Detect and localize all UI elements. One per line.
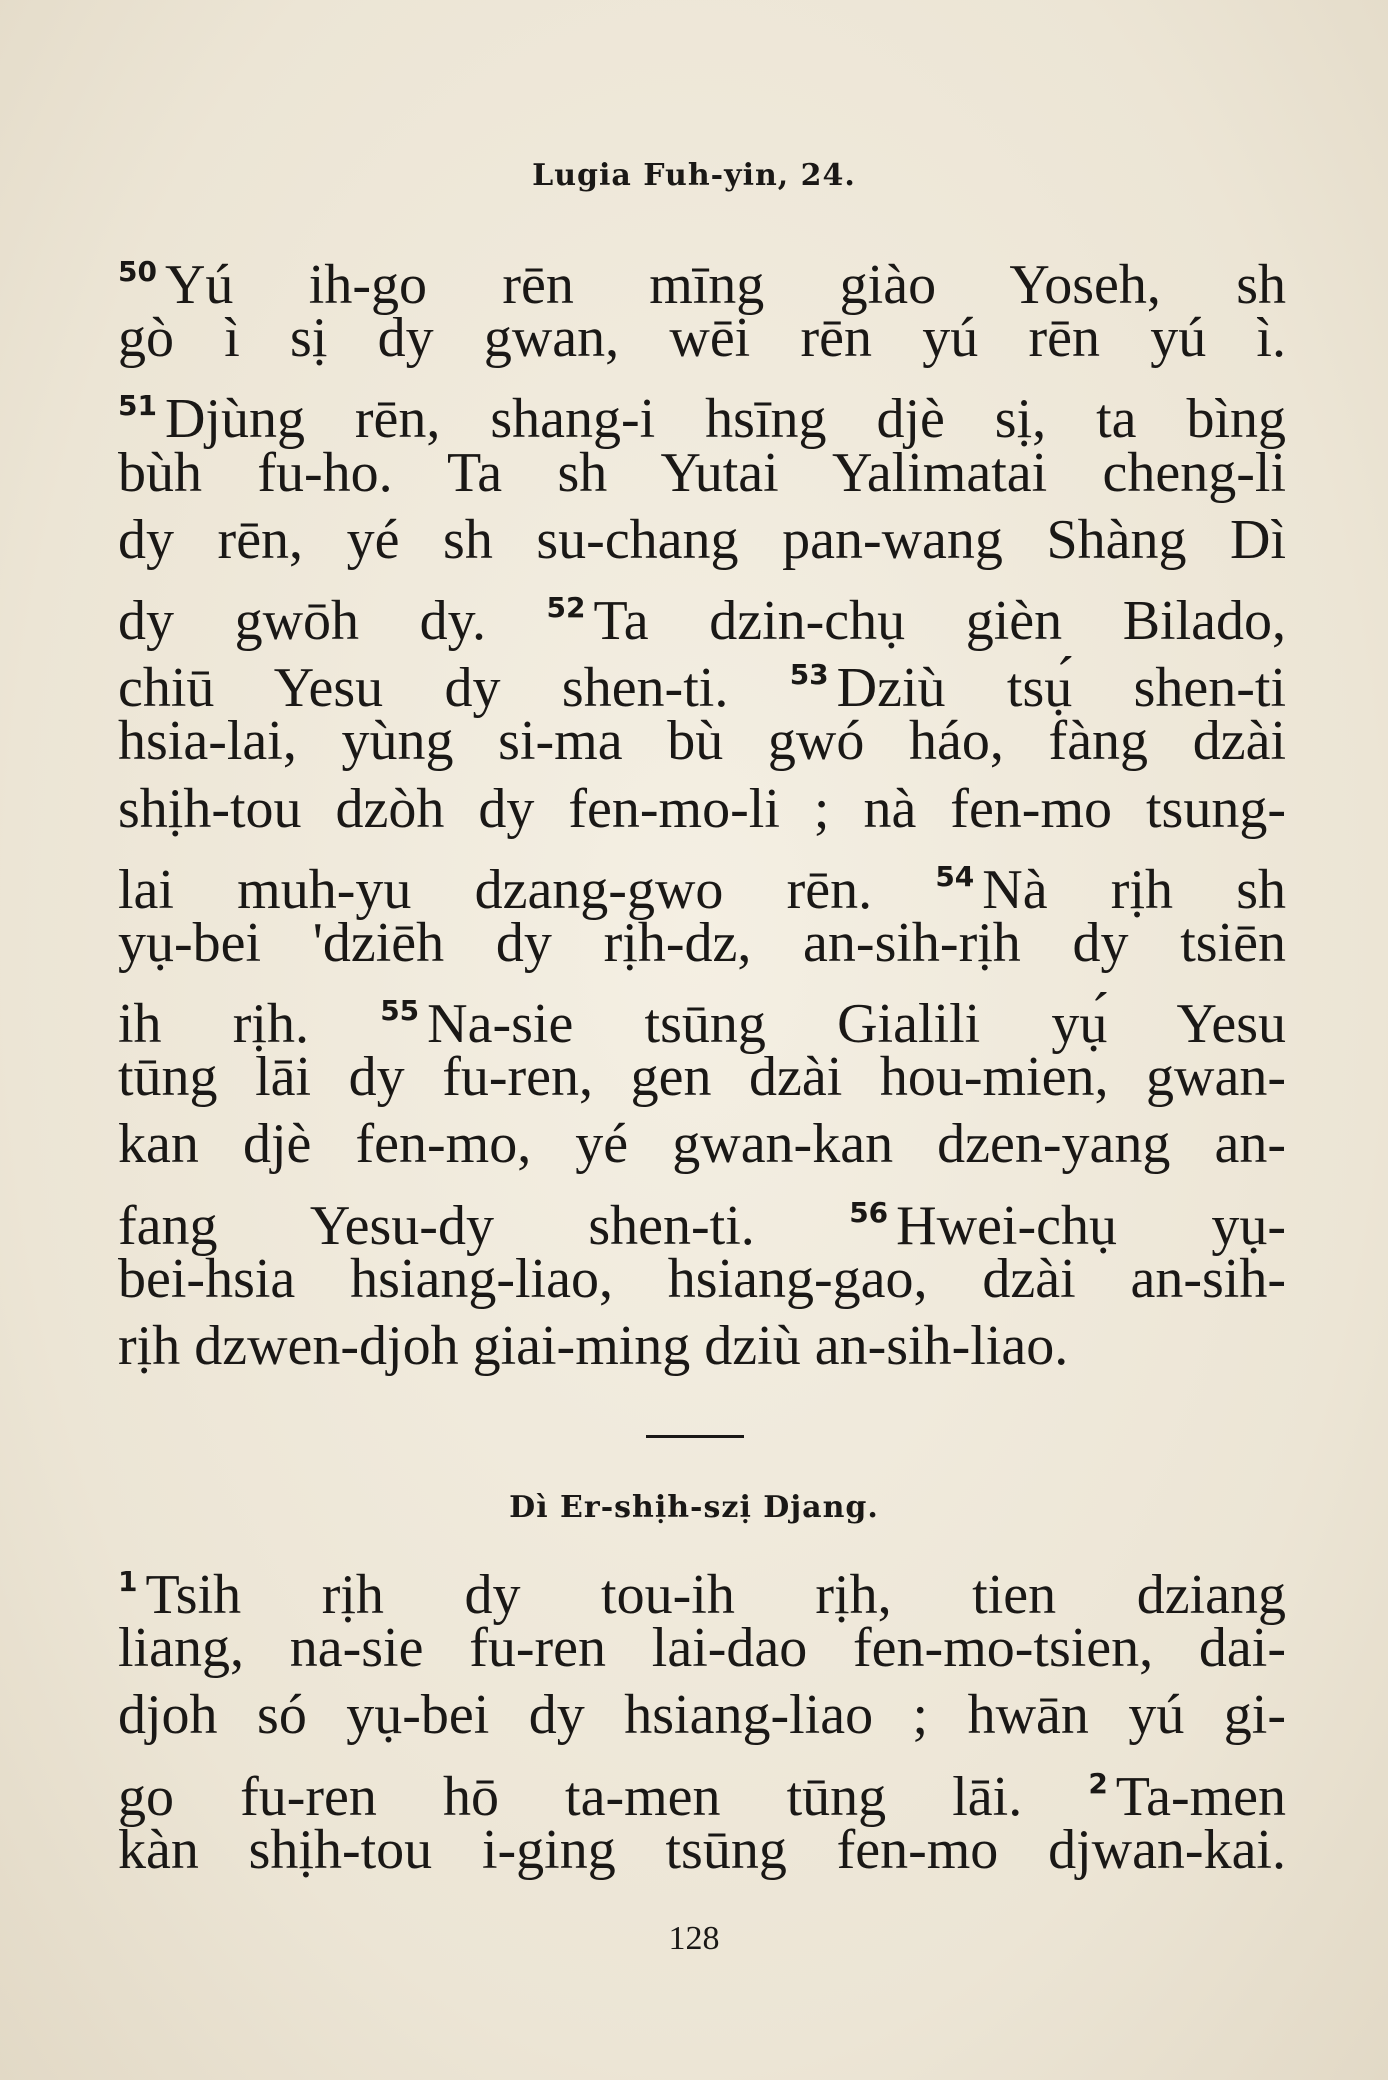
line-text: hsia-lai, yùng si-ma bù gwó háo, fàng dzài: [118, 710, 1286, 773]
line-text: Ta-men: [1115, 1765, 1287, 1828]
text-line: [118, 1313, 1286, 1380]
text-line: [118, 1548, 1286, 1626]
running-head: Lugia Fuh-yin, 24.: [532, 158, 856, 193]
line-text: gò ì sị dy gwan, wēi rēn yú rēn yú ì.: [118, 307, 1286, 370]
text-line: [118, 910, 1286, 977]
text-line: [118, 1179, 1287, 1257]
verse-number: 52: [546, 590, 586, 624]
verse-number: 51: [118, 389, 157, 423]
text-line: [118, 1817, 1286, 1884]
line-text: Tsih rịh dy tou-ih rịh, tien dziang: [145, 1564, 1286, 1626]
page-number: 128: [668, 1920, 720, 1957]
verse-number: 55: [380, 994, 420, 1028]
verse-number: 53: [789, 658, 829, 692]
line-text: Ta dzin-chụ gièn Bilado,: [593, 589, 1287, 652]
text-line: [118, 440, 1286, 507]
line-text: rịh dzwen-djoh giai-ming dziù an-sih-liao.: [118, 1315, 1069, 1377]
text-line: [118, 843, 1287, 921]
line-text: fang Yesu-dy shen-ti.: [118, 1194, 755, 1257]
line-text: yụ-bei 'dziēh dy rịh-dz, an-sih-rịh dy tsiēn: [118, 911, 1286, 974]
text-line: [118, 977, 1287, 1056]
line-text: kan djè fen-mo, yé gwan-kan dzen-yang an-: [118, 1113, 1286, 1176]
line-text: go fu-ren hō ta-men tūng lāi.: [118, 1765, 1023, 1828]
text-line: [118, 305, 1286, 372]
text-line: [118, 641, 1287, 720]
line-text: Yú ih-go rēn mīng giào Yoseh, sh: [164, 254, 1286, 316]
text-line: [118, 1750, 1287, 1828]
line-text: Na-sie tsūng Gialili yụ́ Yesu: [427, 993, 1287, 1056]
line-text: Hwei-chụ yụ-: [896, 1194, 1287, 1257]
chapter-text-section: [118, 1548, 1286, 1884]
line-text: bùh fu-ho. Ta sh Yutai Yalimatai cheng-li: [118, 441, 1286, 504]
line-text: tūng lāi dy fu-ren, gen dzài hou-mien, gwan-: [118, 1046, 1286, 1109]
text-line: [118, 708, 1286, 775]
text-line: [118, 574, 1287, 652]
line-text: Djùng rēn, shang-i hsīng djè sị, ta bìng: [164, 388, 1286, 451]
text-line: [118, 776, 1286, 843]
text-line: [118, 1246, 1286, 1313]
text-line: [118, 1111, 1286, 1178]
verse-number: 54: [935, 859, 975, 893]
text-line: [118, 1682, 1286, 1749]
line-text: liang, na-sie fu-ren lai-dao fen-mo-tsien, dai-: [118, 1617, 1286, 1680]
line-text: kàn shịh-tou i-ging tsūng fen-mo djwan-kai.: [118, 1818, 1286, 1881]
text-line: [118, 238, 1286, 316]
section-divider-rule: [646, 1435, 744, 1438]
verse-number: 50: [118, 255, 157, 288]
line-text: dy rēn, yé sh su-chang pan-wang Shàng Dì: [118, 508, 1286, 571]
line-text: ih rịh.: [118, 993, 309, 1056]
verse-number: 1: [118, 1565, 138, 1598]
line-text: Nà rịh sh: [982, 858, 1287, 921]
line-text: Dziù tsụ́ shen-ti: [836, 657, 1287, 720]
line-text: dy gwōh dy.: [118, 589, 486, 652]
main-text-section: [118, 238, 1286, 1380]
line-text: chiū Yesu dy shen-ti.: [118, 657, 729, 720]
verse-number: 2: [1088, 1766, 1108, 1800]
line-text: shịh-tou dzòh dy fen-mo-li ; nà fen-mo tsung-: [118, 777, 1286, 840]
text-line: [118, 1044, 1286, 1111]
line-text: bei-hsia hsiang-liao, hsiang-gao, dzài an-sih-: [118, 1247, 1286, 1310]
verse-number: 56: [849, 1195, 889, 1229]
text-line: [118, 372, 1286, 451]
text-line: [118, 1615, 1286, 1682]
text-line: [118, 507, 1286, 574]
chapter-heading: Dì Er-shịh-szị Djang.: [509, 1490, 879, 1525]
line-text: djoh só yụ-bei dy hsiang-liao ; hwān yú gi-: [118, 1684, 1286, 1747]
line-text: lai muh-yu dzang-gwo rēn.: [118, 858, 873, 921]
